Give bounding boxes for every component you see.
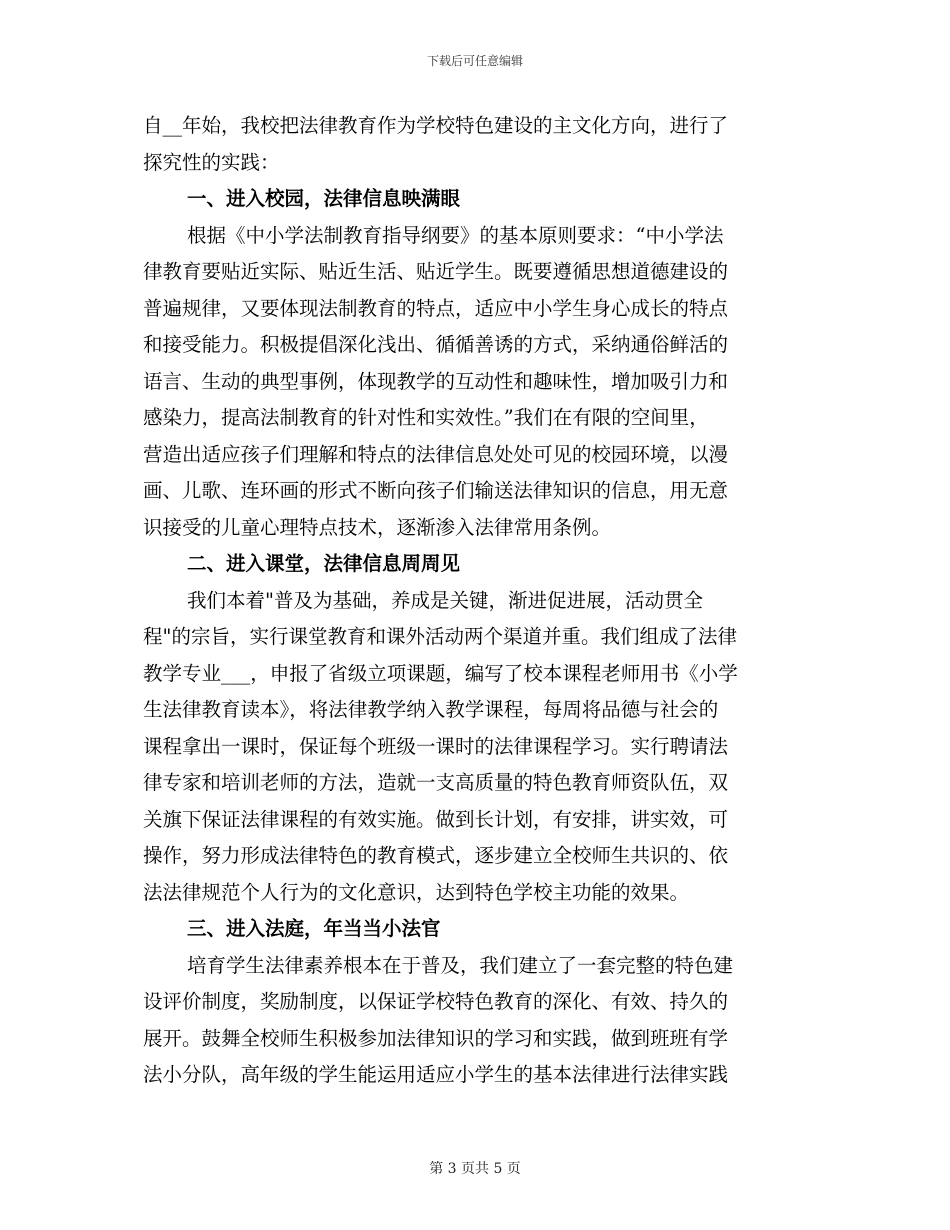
text-line: 课程拿出一课时，保证每个班级一课时的法律课程学习。实行聘请法 [143,734,729,758]
text-line: 画、儿歌、连环画的形式不断向孩子们输送法律知识的信息，用无意 [143,479,729,502]
text-line: 根据《中小学法制教育指导纲要》的基本原则要求：“中小学法 [187,223,724,247]
text-line: 展开。鼓舞全校师生积极参加法律知识的学习和实践，做到班班有学 [143,1026,729,1050]
page-header: 下载后可任意编辑 [426,54,523,68]
text-line: 自__年始，我校把法律教育作为学校特色建设的主文化方向，进行了 [143,114,729,137]
text-line: 感染力，提高法制教育的针对性和实效性。”我们在有限的空间里， [143,406,709,429]
text-line: 识接受的儿童心理特点技术，逐渐渗入法律常用条例。 [143,515,612,539]
text-line: 程"的宗旨，实行课堂教育和课外活动两个渠道并重。我们组成了法律 [143,625,737,648]
document-body [143,108,803,1094]
text-line: 关旗下保证法律课程的有效实施。做到长计划，有安排，讲实效，可 [143,807,729,831]
text-line: 普遍规律，又要体现法制教育的特点，适应中小学生身心成长的特点 [143,296,729,320]
text-line: 生法律教育读本》，将法律教学纳入教学课程，每周将品德与社会的 [143,698,719,721]
section-heading: 三、进入法庭，年当当小法官 [187,917,441,940]
page-footer: 第 3 页共 5 页 [429,1161,521,1177]
text-line: 培育学生法律素养根本在于普及，我们建立了一套完整的特色建 [187,953,734,977]
text-line: 设评价制度，奖励制度，以保证学校特色教育的深化、有效、持久的 [143,990,729,1013]
text-line: 操作，努力形成法律特色的教育模式，逐步建立全校师生共识的、依 [143,844,729,867]
text-line: 和接受能力。积极提倡深化浅出、循循善诱的方式，采纳通俗鲜活的 [143,333,729,356]
section-heading: 二、进入课堂，法律信息周周见 [187,552,461,575]
section-heading: 一、进入校园，法律信息映满眼 [187,187,461,210]
text-line: 我们本着"普及为基础，养成是关键，渐进促进展，活动贯全 [187,588,703,612]
text-line: 教学专业___，申报了省级立项课题，编写了校本课程老师用书《小学 [143,661,738,685]
text-line: 法法律规范个人行为的文化意识，达到特色学校主功能的效果。 [143,880,690,904]
text-line: 律教育要贴近实际、贴近生活、贴近学生。既要遵循思想道德建设的 [143,260,729,283]
text-line: 营造出适应孩子们理解和特点的法律信息处处可见的校园环境，以漫 [143,442,729,466]
text-line: 法小分队，高年级的学生能运用适应小学生的基本法律进行法律实践 [143,1063,729,1086]
text-line: 探究性的实践： [143,150,280,174]
text-line: 语言、生动的典型事例，体现教学的互动性和趣味性，增加吸引力和 [143,369,729,393]
text-line: 律专家和培训老师的方法，造就一支高质量的特色教育师资队伍，双 [143,771,729,794]
